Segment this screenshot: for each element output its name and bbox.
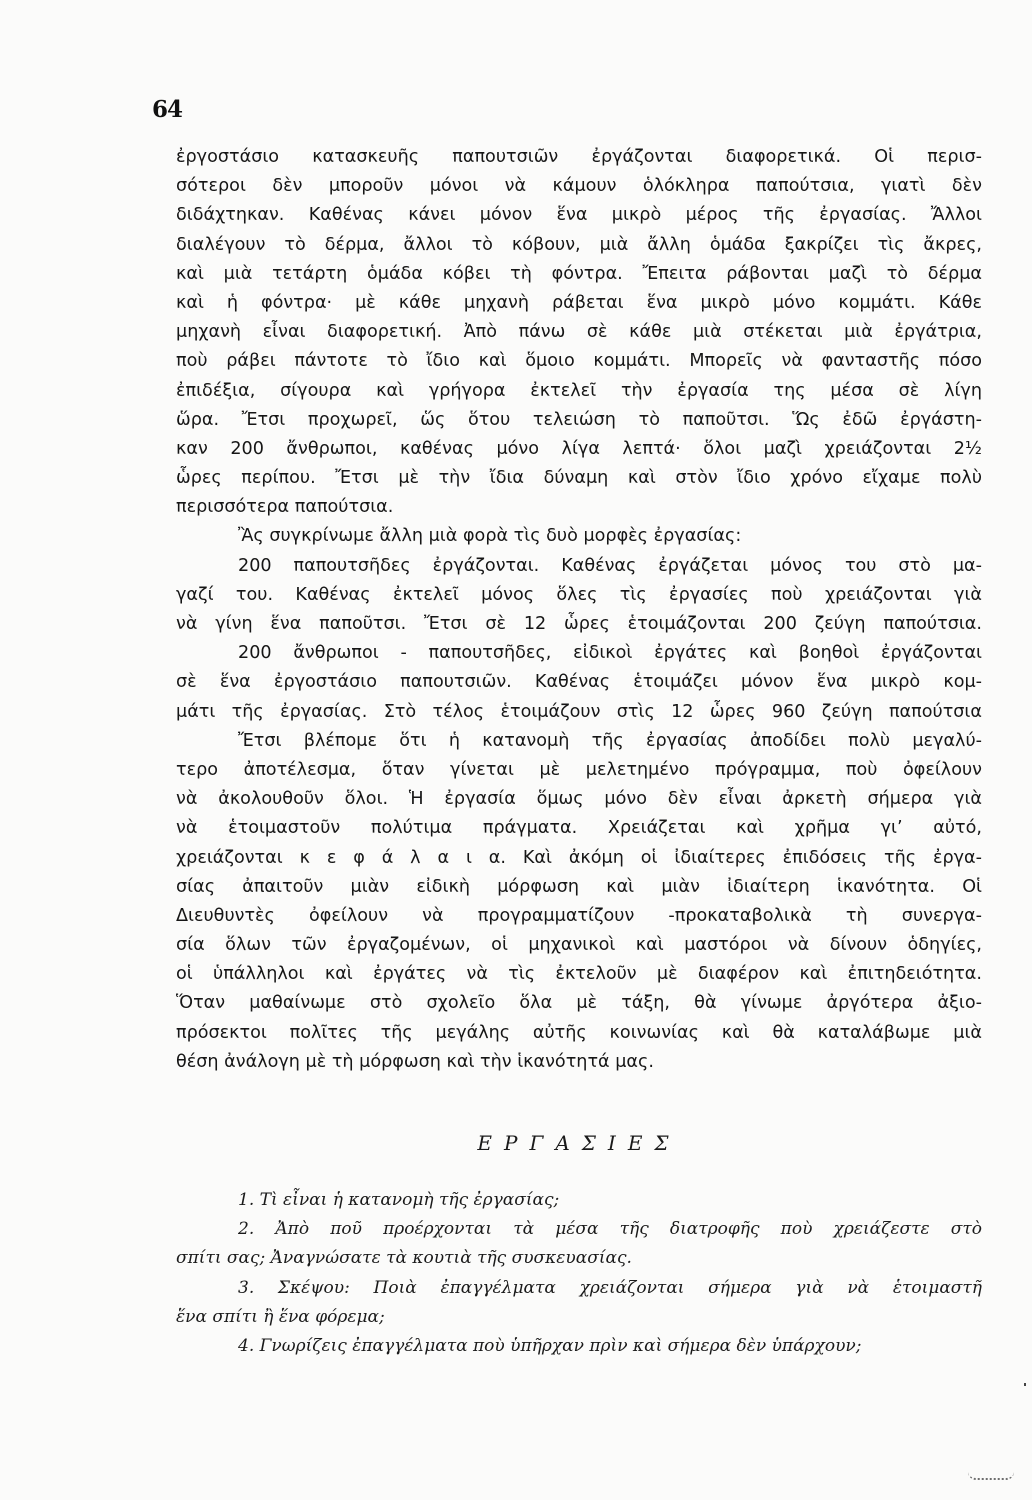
exercise-item: 4. Γνωρίζεις ἐπαγγέλματα ποὺ ὑπῆρχαν πρὶν καὶ σήμερα δὲν ὑπάρχουν; <box>238 1335 862 1356</box>
body-text <box>176 143 982 1077</box>
page-number: 64 <box>152 96 183 123</box>
text-line: ὧρες περίπου. Ἔτσι μὲ τὴν ἴδια δύναμη καὶ στὸν ἴδιο χρόνο εἴχαμε πολὺ <box>176 468 982 489</box>
text-line: Ἔτσι βλέπομε ὅτι ἡ κατανομὴ τῆς ἐργασίας ἀποδίδει πολὺ μεγαλύ- <box>238 730 982 751</box>
text-line: σία ὅλων τῶν ἐργαζομένων, οἱ μηχανικοὶ καὶ μαστόροι νὰ δίνουν ὁδηγίες, <box>176 935 982 956</box>
exercise-item-continuation: σπίτι σας; Ἀναγνώσατε τὰ κουτιὰ τῆς συσκευασίας. <box>176 1248 632 1269</box>
exercise-item: 2. Ἀπὸ ποῦ προέρχονται τὰ μέσα τῆς διατροφῆς ποὺ χρειάζεστε στὸ <box>238 1219 982 1240</box>
text-line: καὶ ἡ φόντρα· μὲ κάθε μηχανὴ ράβεται ἕνα μικρὸ μόνο κομμάτι. Κάθε <box>176 292 982 313</box>
text-line: οἱ ὑπάλληλοι καὶ ἐργάτες νὰ τὶς ἐκτελοῦν μὲ διαφέρον καὶ ἐπιτηδειότητα. <box>176 964 982 985</box>
text-line: ποὺ ράβει πάντοτε τὸ ἴδιο καὶ ὅμοιο κομμάτι. Μπορεῖς νὰ φανταστῆς πόσο <box>176 351 982 372</box>
text-line: μάτι τῆς ἐργασίας. Στὸ τέλος ἑτοιμάζουν στὶς 12 ὧρες 960 ζεύγη παπούτσια <box>176 701 982 722</box>
text-line: ἐπιδέξια, σίγουρα καὶ γρήγορα ἐκτελεῖ τὴν ἐργασία της μέσα σὲ λίγη <box>176 380 982 401</box>
text-line: νὰ ἑτοιμαστοῦν πολύτιμα πράγματα. Χρειάζεται καὶ χρῆμα γι’ αὐτό, <box>176 818 982 839</box>
text-line: σίας ἀπαιτοῦν μιὰν εἰδικὴ μόρφωση καὶ μιὰν ἰδιαίτερη ἱκανότητα. Οἱ <box>176 876 982 897</box>
scan-artifact-dot <box>1024 1383 1026 1386</box>
text-line: Ἂς συγκρίνωμε ἄλλη μιὰ φορὰ τὶς δυὸ μορφὲς ἐργασίας: <box>238 526 742 547</box>
text-line: σότεροι δὲν μποροῦν μόνοι νὰ κάμουν ὁλόκληρα παπούτσια, γιατὶ δὲν <box>176 176 982 197</box>
text-line: Διευθυντὲς ὀφείλουν νὰ προγραμματίζουν -προκαταβολικὰ τὴ συνεργα- <box>176 905 982 926</box>
text-line: χρειάζονται κ ε φ ά λ α ι α. Καὶ ἀκόμη οἱ ἰδιαίτερες ἐπιδόσεις τῆς ἐργα- <box>176 847 982 868</box>
text-line: νὰ γίνη ἕνα παποῦτσι. Ἔτσι σὲ 12 ὧρες ἑτοιμάζονται 200 ζεύγη παπούτσια. <box>176 614 982 634</box>
text-line: μηχανὴ εἶναι διαφορετική. Ἀπὸ πάνω σὲ κάθε μιὰ στέκεται μιὰ ἐργάτρια, <box>176 322 982 343</box>
exercise-item: 1. Τὶ εἶναι ἡ κατανομὴ τῆς ἐργασίας; <box>238 1190 560 1210</box>
text-line: πρόσεκτοι πολῖτες τῆς μεγάλης αὐτῆς κοινωνίας καὶ θὰ καταλάβωμε μιὰ <box>176 1022 982 1043</box>
text-line: Ὅταν μαθαίνωμε στὸ σχολεῖο ὅλα μὲ τάξη, θὰ γίνωμε ἀργότερα ἀξιο- <box>176 993 982 1014</box>
text-line: σὲ ἕνα ἐργοστάσιο παπουτσιῶν. Καθένας ἑτοιμάζει μόνον ἕνα μικρὸ κομ- <box>176 672 982 693</box>
text-line: περισσότερα παπούτσια. <box>176 497 394 518</box>
text-line: καὶ μιὰ τετάρτη ὁμάδα κόβει τὴ φόντρα. Ἔπειτα ράβονται μαζὶ τὸ δέρμα <box>176 263 982 284</box>
exercise-item: 3. Σκέψου: Ποιὰ ἐπαγγέλματα χρειάζονται σήμερα γιὰ νὰ ἑτοιμαστῆ <box>238 1277 982 1298</box>
text-line: νὰ ἀκολουθοῦν ὅλοι. Ἡ ἐργασία ὅμως μόνο δὲν εἶναι ἀρκετὴ σήμερα γιὰ <box>176 789 982 810</box>
text-line: 200 παπουτσῆδες ἐργάζονται. Καθένας ἐργάζεται μόνος του στὸ μα- <box>238 555 982 576</box>
exercise-item-continuation: ἕνα σπίτι ἢ ἕνα φόρεμα; <box>176 1306 385 1327</box>
scan-artifact-mark <box>968 1472 1014 1480</box>
text-line: θέση ἀνάλογη μὲ τὴ μόρφωση καὶ τὴν ἱκανότητά μας. <box>176 1051 654 1072</box>
exercises-list <box>176 1186 982 1361</box>
text-line: καν 200 ἄνθρωποι, καθένας μόνο λίγα λεπτά· ὅλοι μαζὶ χρειάζονται 2½ <box>176 438 982 459</box>
text-line: 200 ἄνθρωποι - παπουτσῆδες, εἰδικοὶ ἐργάτες καὶ βοηθοὶ ἐργάζονται <box>238 643 982 664</box>
text-line: διδάχτηκαν. Καθένας κάνει μόνον ἕνα μικρὸ μέρος τῆς ἐργασίας. Ἄλλοι <box>176 205 982 226</box>
text-line: διαλέγουν τὸ δέρμα, ἄλλοι τὸ κόβουν, μιὰ ἄλλη ὁμάδα ξακρίζει τὶς ἄκρες, <box>176 234 982 255</box>
text-line: γαζί του. Καθένας ἐκτελεῖ μόνος ὅλες τὶς ἐργασίες ποὺ χρειάζονται γιὰ <box>176 584 982 605</box>
text-line: ὥρα. Ἔτσι προχωρεῖ, ὥς ὅτου τελειώση τὸ παποῦτσι. Ὥς ἐδῶ ἐργάστη- <box>176 409 982 430</box>
exercises-heading: ΕΡΓΑΣΙΕΣ <box>477 1131 681 1155</box>
text-line: ἐργοστάσιο κατασκευῆς παπουτσιῶν ἐργάζονται διαφορετικά. Οἱ περισ- <box>176 147 982 167</box>
text-line: τερο ἀποτέλεσμα, ὅταν γίνεται μὲ μελετημένο πρόγραμμα, ποὺ ὀφείλουν <box>176 759 982 780</box>
